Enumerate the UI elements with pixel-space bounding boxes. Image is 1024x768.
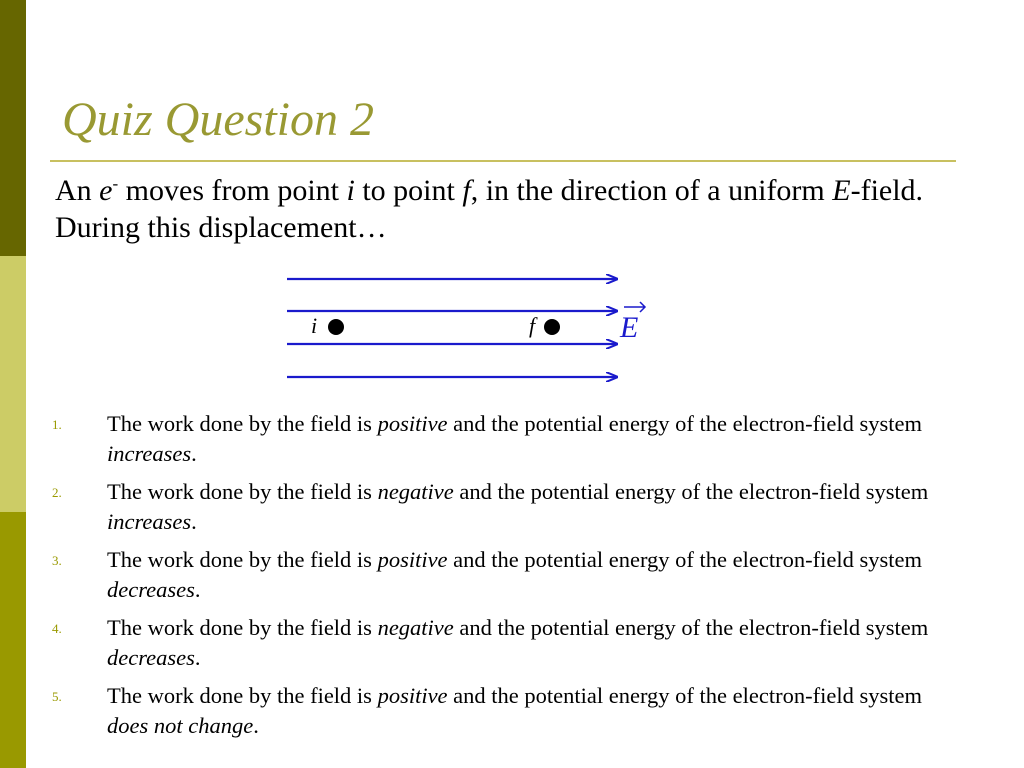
option-text-part: The work done by the field is xyxy=(107,683,378,708)
answer-option-3[interactable] xyxy=(52,545,952,605)
slide-title: Quiz Question 2 xyxy=(62,93,374,146)
option-text-part: The work done by the field is xyxy=(107,615,378,640)
electron-symbol: e xyxy=(99,174,113,207)
option-number: 3. xyxy=(52,553,62,568)
option-text-part: and the potential energy of the electron-field system xyxy=(453,479,929,504)
option-energy-change: increases xyxy=(107,509,192,534)
option-energy-change: increases xyxy=(107,441,192,466)
option-text-part: and the potential energy of the electron-field system xyxy=(453,615,929,640)
point-i-text: i xyxy=(311,313,318,338)
option-work-sign: negative xyxy=(377,615,454,640)
answer-options xyxy=(52,409,952,749)
option-number: 2. xyxy=(52,485,62,500)
option-text-part: and the potential energy of the electron-field system xyxy=(447,683,922,708)
point-f-text: f xyxy=(529,313,536,338)
option-work-sign: positive xyxy=(377,411,448,436)
option-number: 1. xyxy=(52,417,62,432)
field-letter: E xyxy=(832,174,851,207)
option-work-sign: positive xyxy=(377,683,448,708)
field-vector-label: E xyxy=(620,311,639,344)
option-number: 5. xyxy=(52,689,62,704)
option-text-part: and the potential energy of the electron-field system xyxy=(447,547,922,572)
question-text-part: , in the direction of a uniform xyxy=(470,174,833,207)
option-text-part: . xyxy=(194,645,201,670)
answer-option-1[interactable] xyxy=(52,409,952,469)
option-energy-change: decreases xyxy=(107,577,195,602)
question-text-part: to point xyxy=(354,174,463,207)
option-text-part: . xyxy=(253,713,259,738)
option-text-part: . xyxy=(191,509,197,534)
point-f-dot xyxy=(544,319,560,335)
option-text xyxy=(107,477,952,537)
option-text xyxy=(107,681,952,741)
answer-option-4[interactable] xyxy=(52,613,952,673)
option-text-part: . xyxy=(191,441,197,466)
answer-option-2[interactable] xyxy=(52,477,952,537)
option-text xyxy=(107,409,952,469)
option-energy-change: does not change xyxy=(107,713,254,738)
option-energy-change: decreases xyxy=(107,645,195,670)
option-text xyxy=(107,545,952,605)
option-work-sign: positive xyxy=(377,547,448,572)
point-f-label: f xyxy=(462,174,471,207)
question-text-part: -field. During this displacement… xyxy=(55,174,924,244)
question-text-part: moves from point xyxy=(118,174,347,207)
option-text-part: and the potential energy of the electron-field system xyxy=(447,411,922,436)
option-text xyxy=(107,613,952,673)
option-text-part: The work done by the field is xyxy=(107,479,378,504)
option-text-part: . xyxy=(194,577,201,602)
question-text-part: An xyxy=(55,174,100,207)
point-i-dot xyxy=(328,319,344,335)
option-text-part: The work done by the field is xyxy=(107,547,378,572)
point-i-label: i xyxy=(346,174,355,207)
answer-option-5[interactable] xyxy=(52,681,952,741)
electron-charge-sign: - xyxy=(112,174,119,193)
option-text-part: The work done by the field is xyxy=(107,411,378,436)
option-number: 4. xyxy=(52,621,62,636)
option-work-sign: negative xyxy=(377,479,454,504)
